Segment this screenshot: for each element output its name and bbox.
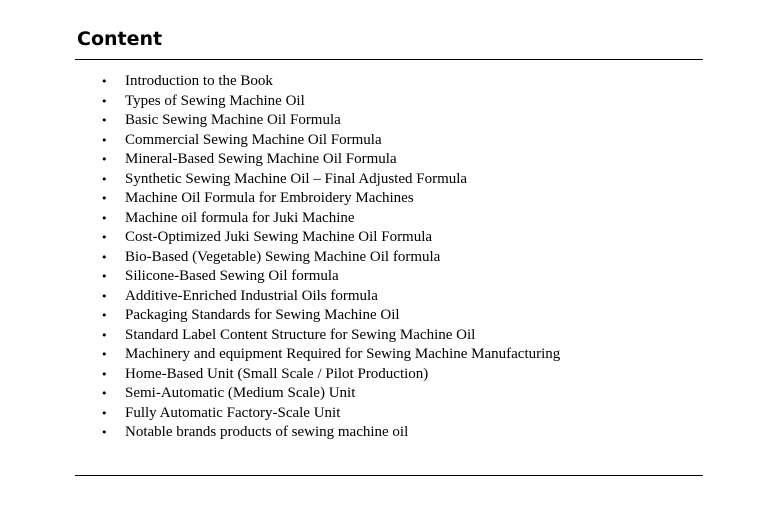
list-item-text: Introduction to the Book [125,73,273,89]
list-item-text: Semi-Automatic (Medium Scale) Unit [125,385,356,401]
list-item-text: Synthetic Sewing Machine Oil – Final Adjusted Formula [125,170,468,187]
list-item-text: Basic Sewing Machine Oil Formula [125,112,341,128]
list-item-text: Home-Based Unit (Small Scale / Pilot Production) [125,365,429,382]
list-item-text: Machine Oil Formula for Embroidery Machines [125,190,414,206]
bullet-icon: • [101,94,108,108]
list-item-text: Commercial Sewing Machine Oil Formula [125,131,382,148]
bullet-icon: • [101,270,108,283]
bullet-icon: • [101,309,108,322]
list-item-text: Cost-Optimized Juki Sewing Machine Oil Formula [125,229,433,245]
list-item-text: Mineral-Based Sewing Machine Oil Formula [125,151,397,167]
bullet-icon: • [101,289,108,303]
bullet-icon: • [101,426,108,439]
page-footer-rule [75,475,703,476]
bullet-icon: • [101,75,108,88]
list-item-text: Bio-Based (Vegetable) Sewing Machine Oil formula [125,248,441,265]
bullet-icon: • [101,348,108,361]
bullet-icon: • [101,172,108,186]
bullet-icon: • [101,406,108,420]
bullet-icon: • [101,211,108,225]
list-item-text: Packaging Standards for Sewing Machine Oil [125,307,400,323]
list-item-text: Silicone-Based Sewing Oil formula [125,268,339,284]
bullet-icon: • [101,114,108,127]
list-item-text: Machine oil formula for Juki Machine [125,209,355,226]
list-item-text: Types of Sewing Machine Oil [125,92,305,109]
bullet-icon: • [101,231,108,244]
bullet-icon: • [101,250,108,264]
bullet-icon: • [101,133,108,147]
bullet-icon: • [101,153,108,166]
list-item-text: Fully Automatic Factory-Scale Unit [125,404,341,421]
heading-underline [75,59,703,60]
list-item-text: Machinery and equipment Required for Sewing Machine Manufacturing [125,346,561,362]
bullet-icon: • [101,387,108,400]
bullet-icon: • [101,367,108,381]
page-heading: Content [77,28,163,50]
bullet-icon: • [101,192,108,205]
list-item-text: Notable brands products of sewing machine oil [125,424,409,440]
list-item-text: Additive-Enriched Industrial Oils formula [125,287,378,304]
list-item-text: Standard Label Content Structure for Sewing Machine Oil [125,326,476,343]
bullet-icon: • [101,328,108,342]
